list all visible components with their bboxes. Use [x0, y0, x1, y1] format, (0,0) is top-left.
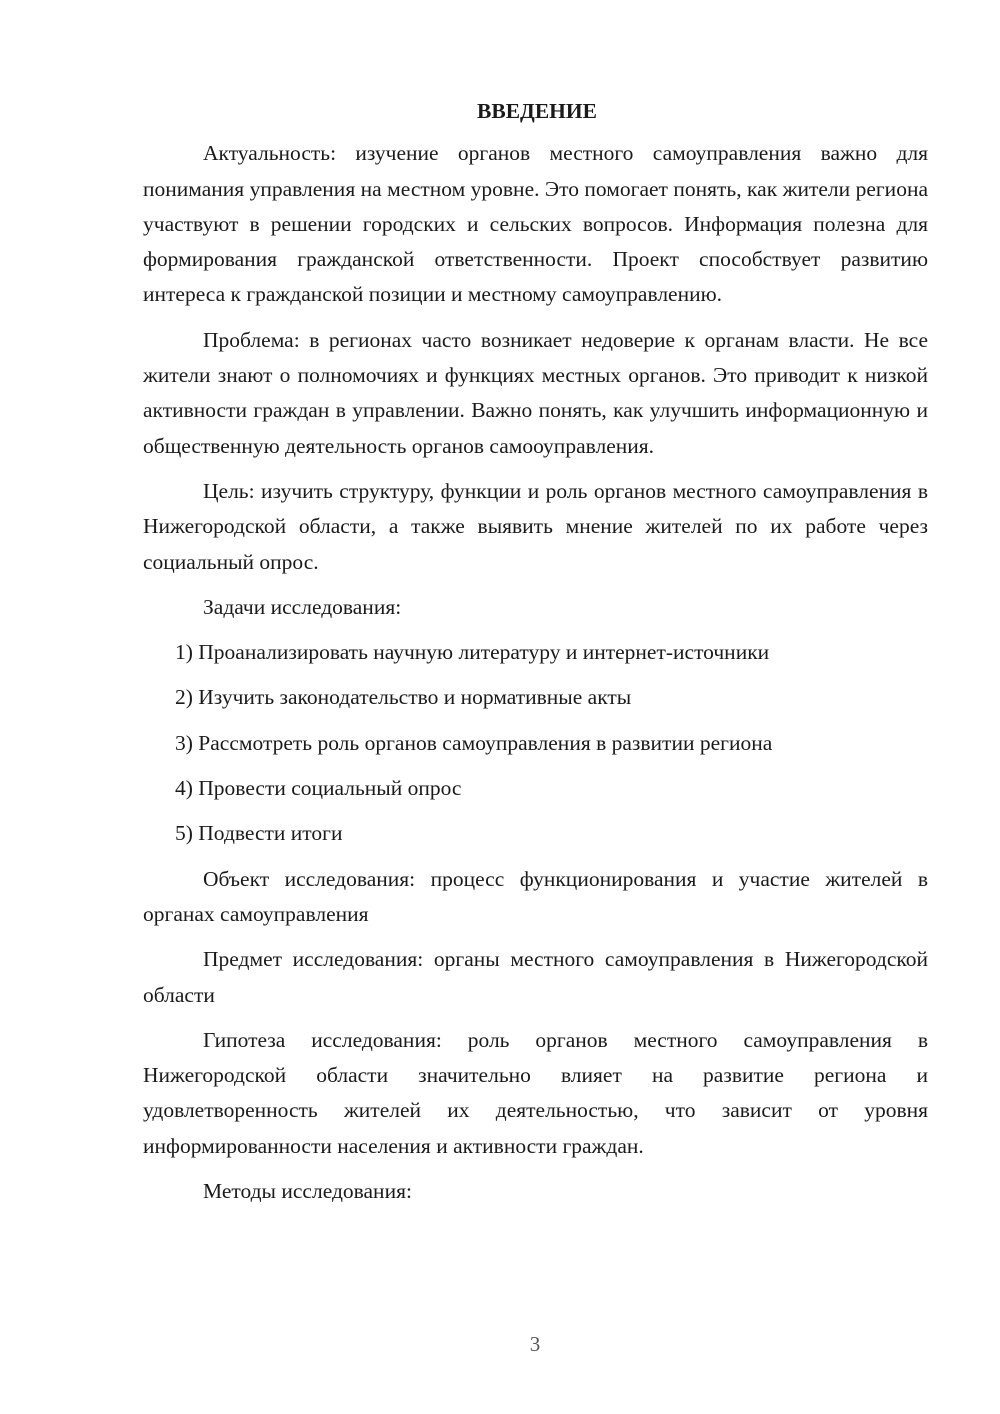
object-paragraph: Объект исследования: процесс функционирования и участие жителей в органах самоуправления — [143, 866, 928, 926]
goal-paragraph: Цель: изучить структуру, функции и роль органов местного самоуправления в Нижегородской области, а также выявить мнение жителей по их работе через социальный опрос. — [143, 478, 928, 574]
list-item: 5) Подвести итоги — [175, 821, 343, 846]
list-item: 2) Изучить законодательство и нормативные акты — [175, 685, 632, 710]
list-item: 3) Рассмотреть роль органов самоуправления в развитии региона — [175, 730, 773, 755]
page-title: ВВЕДЕНИЕ — [477, 99, 597, 123]
methods-heading: Методы исследования: — [203, 1179, 412, 1204]
list-item: 1) Проанализировать научную литературу и интернет-источники — [175, 640, 770, 665]
tasks-list — [143, 635, 928, 851]
hypothesis-paragraph: Гипотеза исследования: роль органов местного самоуправления в Нижегородской области значительно влияет на развитие региона и удовлетворенность жителей их деятельностью, что зависит от уровня информированности населения и активности граждан. — [143, 1027, 928, 1158]
relevance-paragraph: Актуальность: изучение органов местного самоуправления важно для понимания управления на местном уровне. Это помогает понять, как жители региона участвуют в решении городских и сельских вопросов. Информация полезна для формирования гражданской ответственности. Проект способствует развитию интереса к гражданской позиции и местному самоуправлению. — [143, 141, 928, 307]
problem-paragraph: Проблема: в регионах часто возникает недоверие к органам власти. Не все жители знают о полномочиях и функциях местных органов. Это приводит к низкой активности граждан в управлении. Важно понять, как улучшить информационную и общественную деятельность органов самооуправления. — [143, 327, 928, 458]
tasks-heading: Задачи исследования: — [203, 594, 402, 619]
subject-paragraph: Предмет исследования: органы местного самоуправления в Нижегородской области — [143, 947, 928, 1007]
list-item: 4) Провести социальный опрос — [175, 776, 462, 801]
page-number: 3 — [529, 1332, 541, 1356]
page-content — [143, 94, 928, 1219]
